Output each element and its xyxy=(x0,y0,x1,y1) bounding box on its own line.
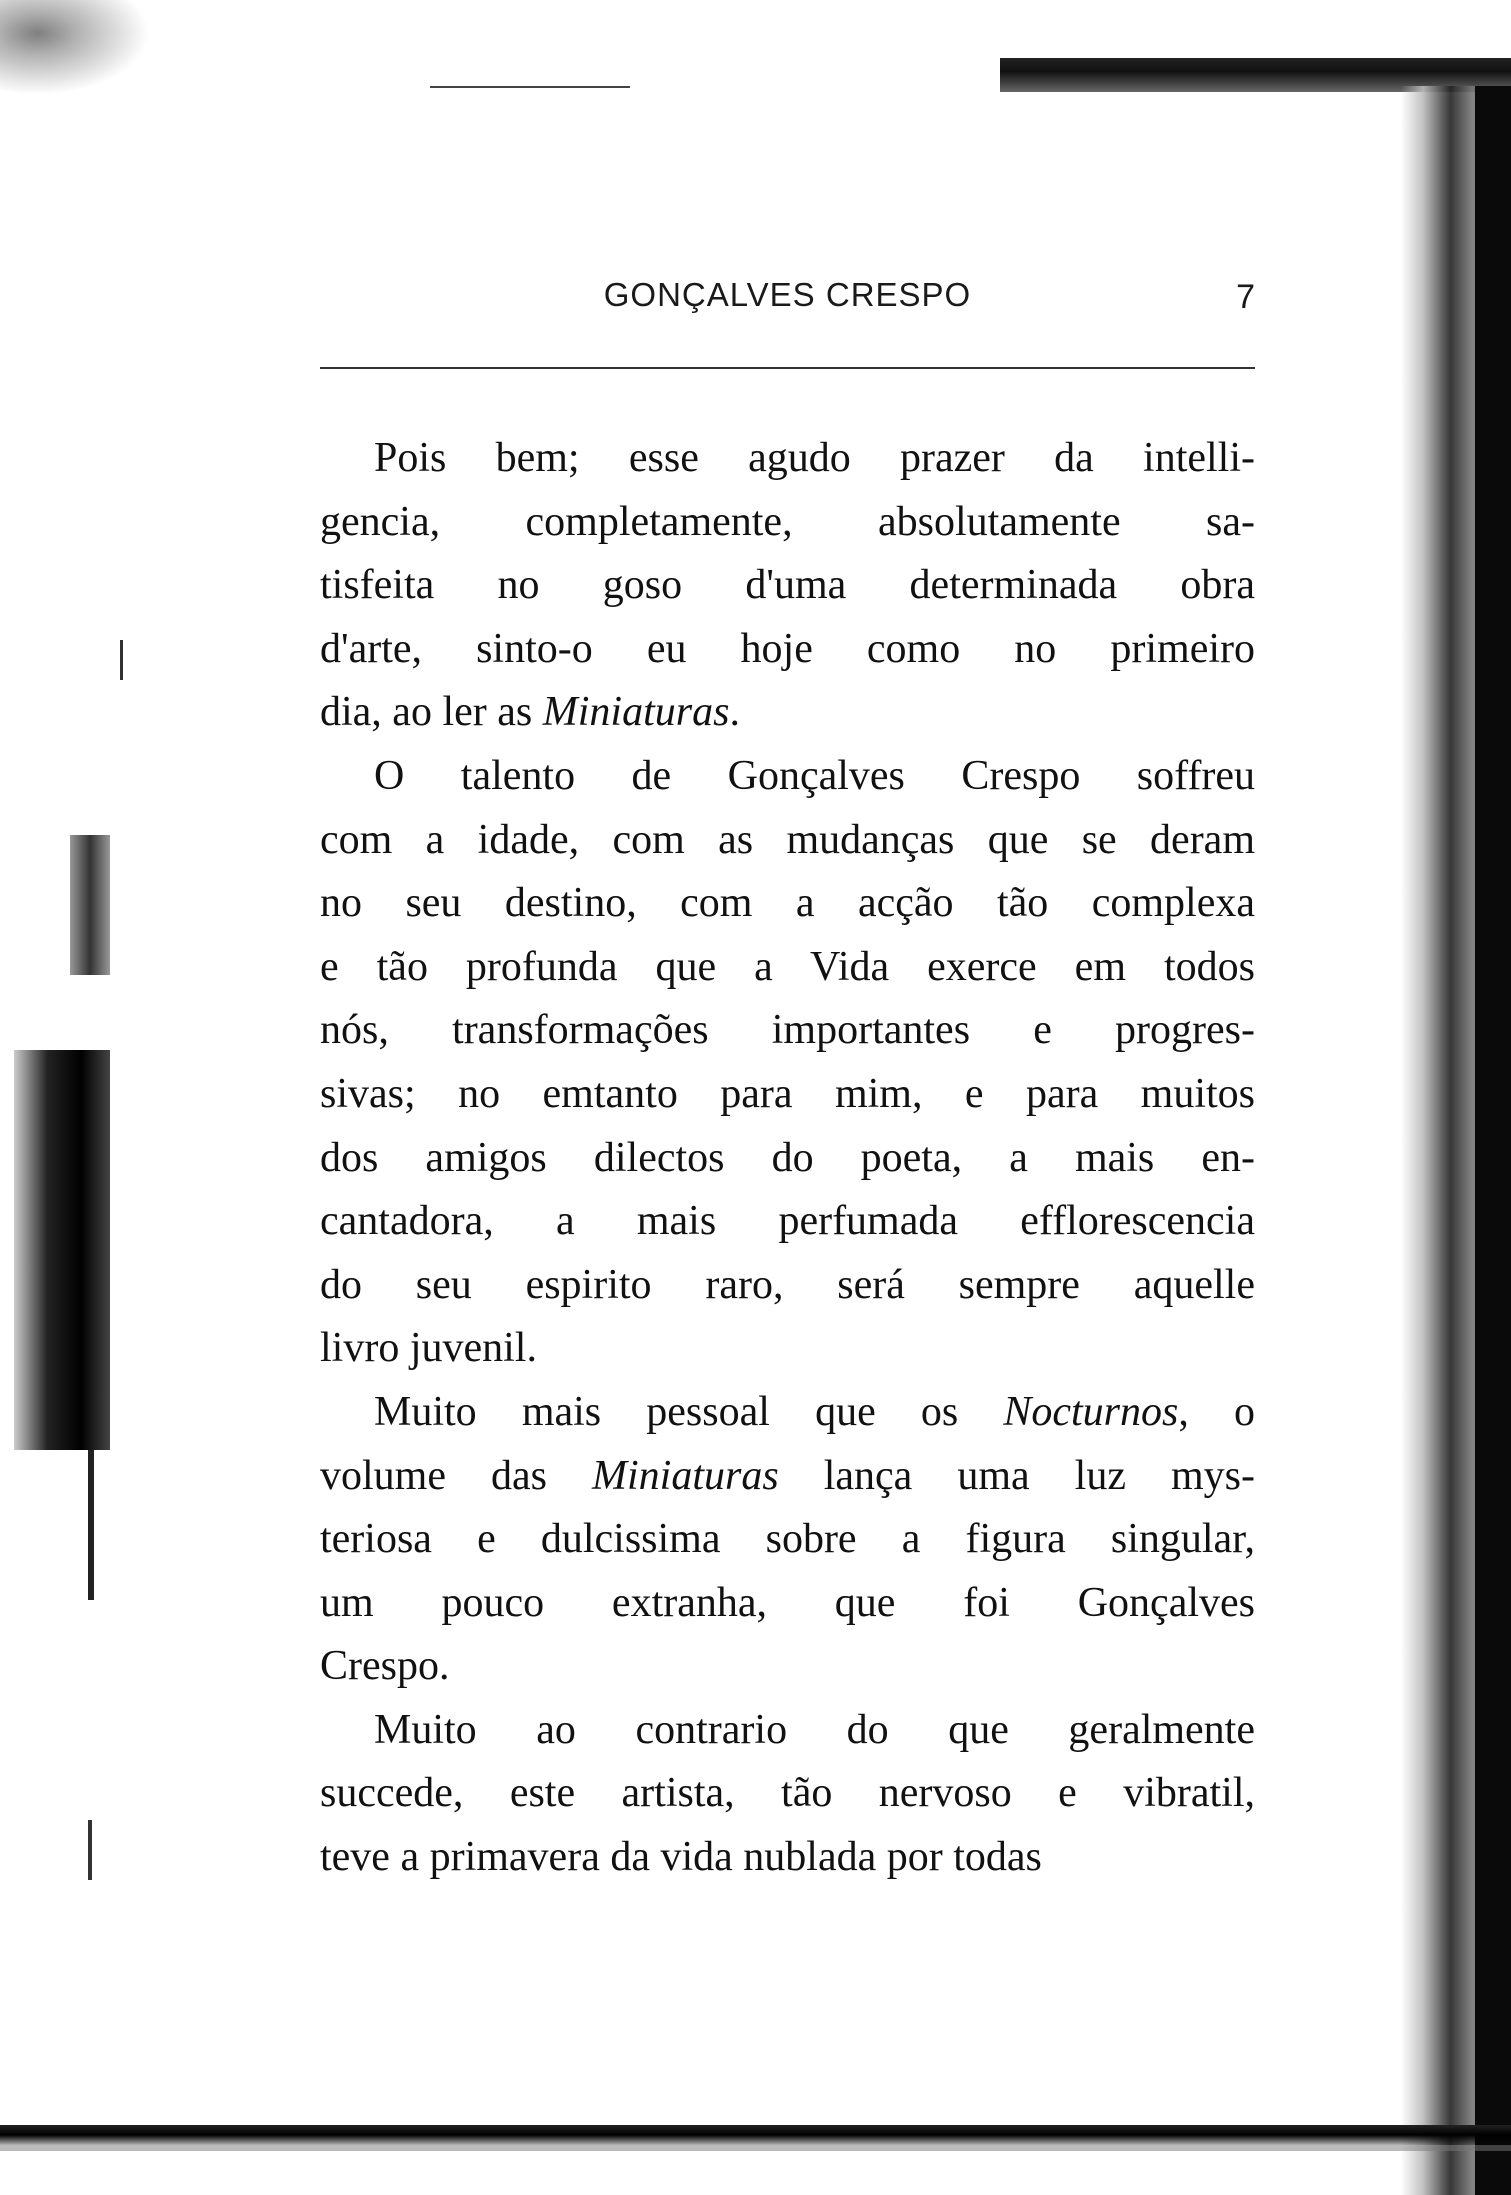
text-run: O talento de Gonçalves Crespo soffreu xyxy=(374,752,1255,799)
text-run: nós, transformações importantes e progres- xyxy=(320,1007,1255,1054)
text-line xyxy=(320,427,1255,491)
text-line xyxy=(320,618,1255,682)
body-text xyxy=(320,427,1255,1890)
text-run: , o xyxy=(1178,1388,1255,1435)
text-line xyxy=(320,1508,1255,1572)
scan-margin-mark xyxy=(120,640,123,680)
italic-title: Miniaturas xyxy=(542,689,730,736)
paragraph xyxy=(320,745,1255,1381)
text-line xyxy=(320,1063,1255,1127)
text-run: volume das xyxy=(320,1452,593,1499)
text-run: no seu destino, com a acção tão complexa xyxy=(320,880,1255,927)
scan-margin-shadow xyxy=(14,1050,110,1450)
text-run: d'arte, sinto-o eu hoje como no primeiro xyxy=(320,625,1255,672)
text-line xyxy=(320,1190,1255,1254)
page-spine-edge xyxy=(1475,86,1511,2195)
text-run: com a idade, com as mudanças que se deram xyxy=(320,816,1255,863)
text-run: tisfeita no goso d'uma determinada obra xyxy=(320,562,1255,609)
text-run: Muito ao contrario do que geralmente xyxy=(374,1706,1255,1753)
text-run: teve a primavera da vida nublada por todas xyxy=(320,1834,1042,1881)
text-run: gencia, completamente, absolutamente sa- xyxy=(320,498,1255,545)
text-run: Pois bem; esse agudo prazer da intelli- xyxy=(374,435,1255,481)
scan-edge-line xyxy=(430,86,630,88)
text-run: succede, este artista, tão nervoso e vibratil, xyxy=(320,1770,1255,1817)
text-line xyxy=(320,1317,1255,1381)
paragraph xyxy=(320,427,1255,745)
text-run: livro juvenil. xyxy=(320,1325,537,1372)
text-line xyxy=(320,745,1255,809)
scan-margin-mark xyxy=(88,1820,92,1880)
paragraph xyxy=(320,1699,1255,1890)
text-line xyxy=(320,1381,1255,1445)
page-bottom-edge xyxy=(0,2125,1511,2145)
text-line xyxy=(320,936,1255,1000)
page-number: 7 xyxy=(1236,278,1255,316)
running-head xyxy=(320,270,1255,330)
text-line xyxy=(320,1826,1255,1890)
text-run: lança uma luz mys- xyxy=(778,1452,1256,1499)
text-line xyxy=(320,1445,1255,1509)
text-run: . xyxy=(729,689,740,736)
italic-title: Nocturnos xyxy=(1003,1388,1179,1435)
text-run: sivas; no emtanto para mim, e para muitos xyxy=(320,1070,1255,1117)
text-run: dia, ao ler as xyxy=(320,689,543,736)
scan-smudge xyxy=(0,0,150,95)
scan-margin-mark xyxy=(88,1450,94,1600)
text-line xyxy=(320,1762,1255,1826)
text-run: Muito mais pessoal que os xyxy=(374,1388,1004,1435)
header-rule xyxy=(320,367,1255,369)
text-run: teriosa e dulcissima sobre a figura singular, xyxy=(320,1516,1255,1563)
text-run: e tão profunda que a Vida exerce em todos xyxy=(320,943,1255,990)
italic-title: Miniaturas xyxy=(592,1452,779,1499)
running-head-title: GONÇALVES CRESPO xyxy=(603,276,972,313)
scan-margin-mark xyxy=(70,835,110,975)
text-line xyxy=(320,1635,1255,1699)
paragraph xyxy=(320,1381,1255,1699)
text-line xyxy=(320,872,1255,936)
text-run: Crespo. xyxy=(320,1643,450,1690)
text-run: do seu espirito raro, será sempre aquelle xyxy=(320,1261,1255,1308)
text-run: um pouco extranha, que foi Gonçalves xyxy=(320,1579,1255,1626)
page-bottom-edge-shadow xyxy=(0,2145,1511,2151)
text-run: cantadora, a mais perfumada efflorescencia xyxy=(320,1198,1255,1245)
text-line xyxy=(320,554,1255,618)
text-line xyxy=(320,491,1255,555)
text-line xyxy=(320,999,1255,1063)
text-line xyxy=(320,1699,1255,1763)
text-line xyxy=(320,1254,1255,1318)
text-line xyxy=(320,681,1255,745)
text-line xyxy=(320,1127,1255,1191)
text-line xyxy=(320,1572,1255,1636)
text-run: dos amigos dilectos do poeta, a mais en- xyxy=(320,1134,1255,1181)
text-line xyxy=(320,809,1255,873)
